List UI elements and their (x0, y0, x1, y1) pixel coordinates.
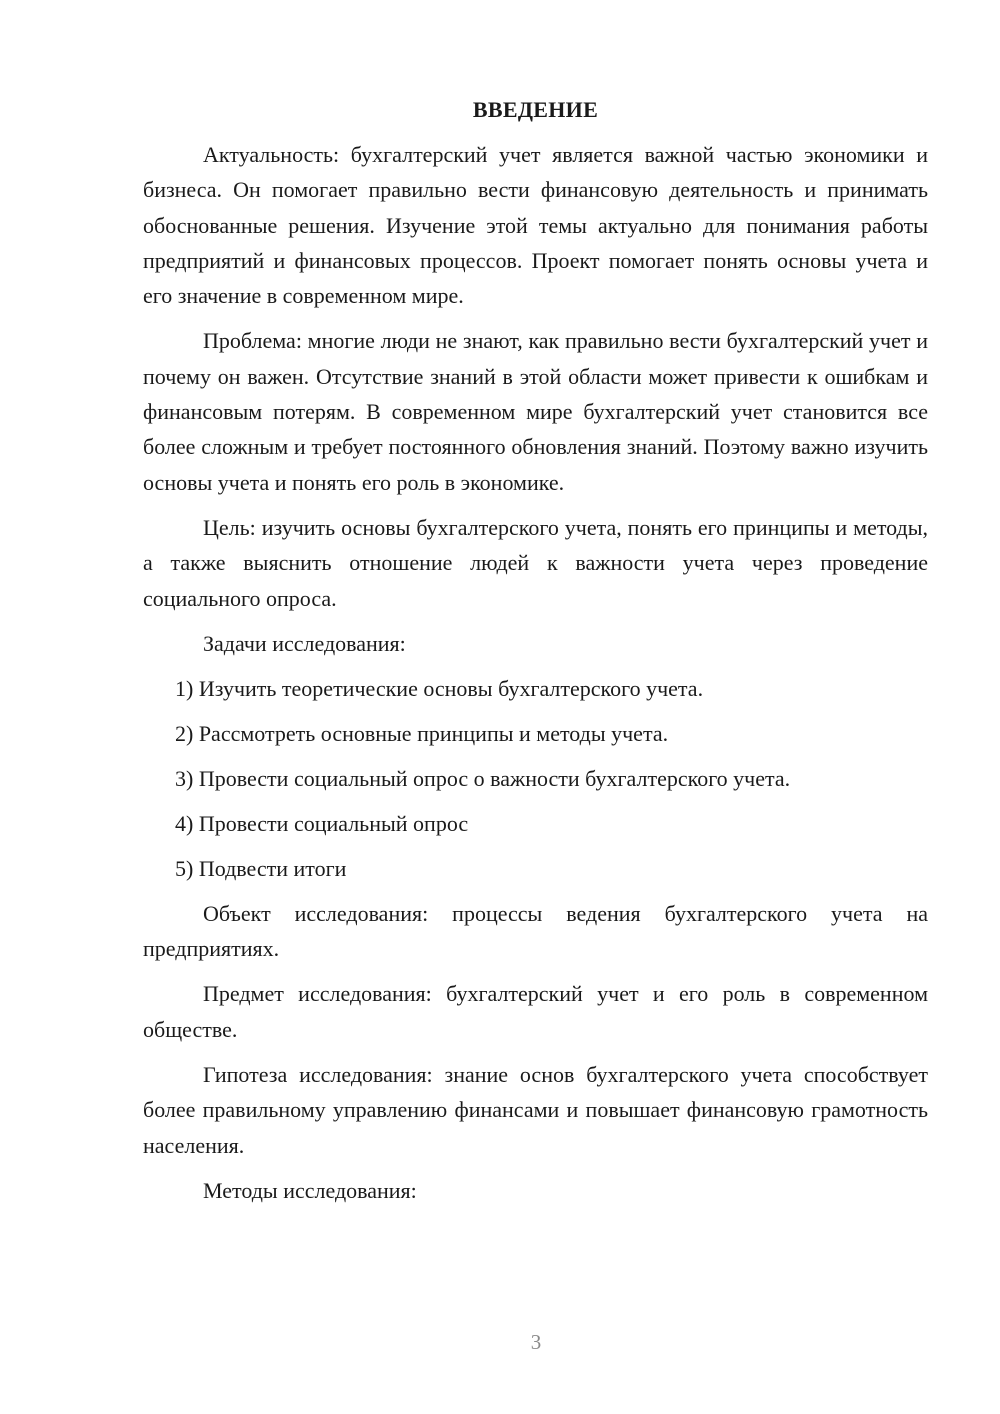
tasks-label: Задачи исследования: (203, 630, 406, 656)
list-item: 4) Провести социальный опрос (175, 810, 469, 836)
list-item: 3) Провести социальный опрос о важности бухгалтерского учета. (175, 765, 791, 791)
section-heading: ВВЕДЕНИЕ (472, 97, 599, 122)
paragraph-relevance: Актуальность: бухгалтерский учет является важной частью экономики и бизнеса. Он помогает правильно вести финансовую деятельность и принимать обоснованные решения. Изучение этой темы актуально для понимания работы предприятий и финансовых процессов. Проект помогает понять основы учета и его значение в современном мире. (143, 142, 928, 309)
paragraph-goal: Цель: изучить основы бухгалтерского учета, понять его принципы и методы, а также выяснить отношение людей к важности учета через проведение социального опроса. (143, 514, 928, 611)
paragraph-hypothesis: Гипотеза исследования: знание основ бухгалтерского учета способствует более правильному управлению финансами и повышает финансовую грамотность населения. (143, 1062, 928, 1158)
list-item: 5) Подвести итоги (175, 855, 347, 881)
paragraph-problem: Проблема: многие люди не знают, как правильно вести бухгалтерский учет и почему он важен. Отсутствие знаний в этой области может привести к ошибкам и финансовым потерям. В современном мире бухгалтерский учет становится все более сложным и требует постоянного обновления знаний. Поэтому важно изучить основы учета и понять его роль в экономике. (143, 328, 928, 495)
list-item: 2) Рассмотреть основные принципы и методы учета. (175, 720, 669, 746)
tasks-list (143, 671, 928, 886)
paragraph-object: Объект исследования: процессы ведения бухгалтерского учета на предприятиях. (143, 900, 928, 962)
paragraph-subject: Предмет исследования: бухгалтерский учет и его роль в современном обществе. (143, 981, 928, 1042)
page-content (143, 94, 928, 1218)
list-item: 1) Изучить теоретические основы бухгалтерского учета. (175, 675, 704, 701)
page-number: 3 (530, 1330, 542, 1354)
methods-label: Методы исследования: (203, 1177, 417, 1203)
